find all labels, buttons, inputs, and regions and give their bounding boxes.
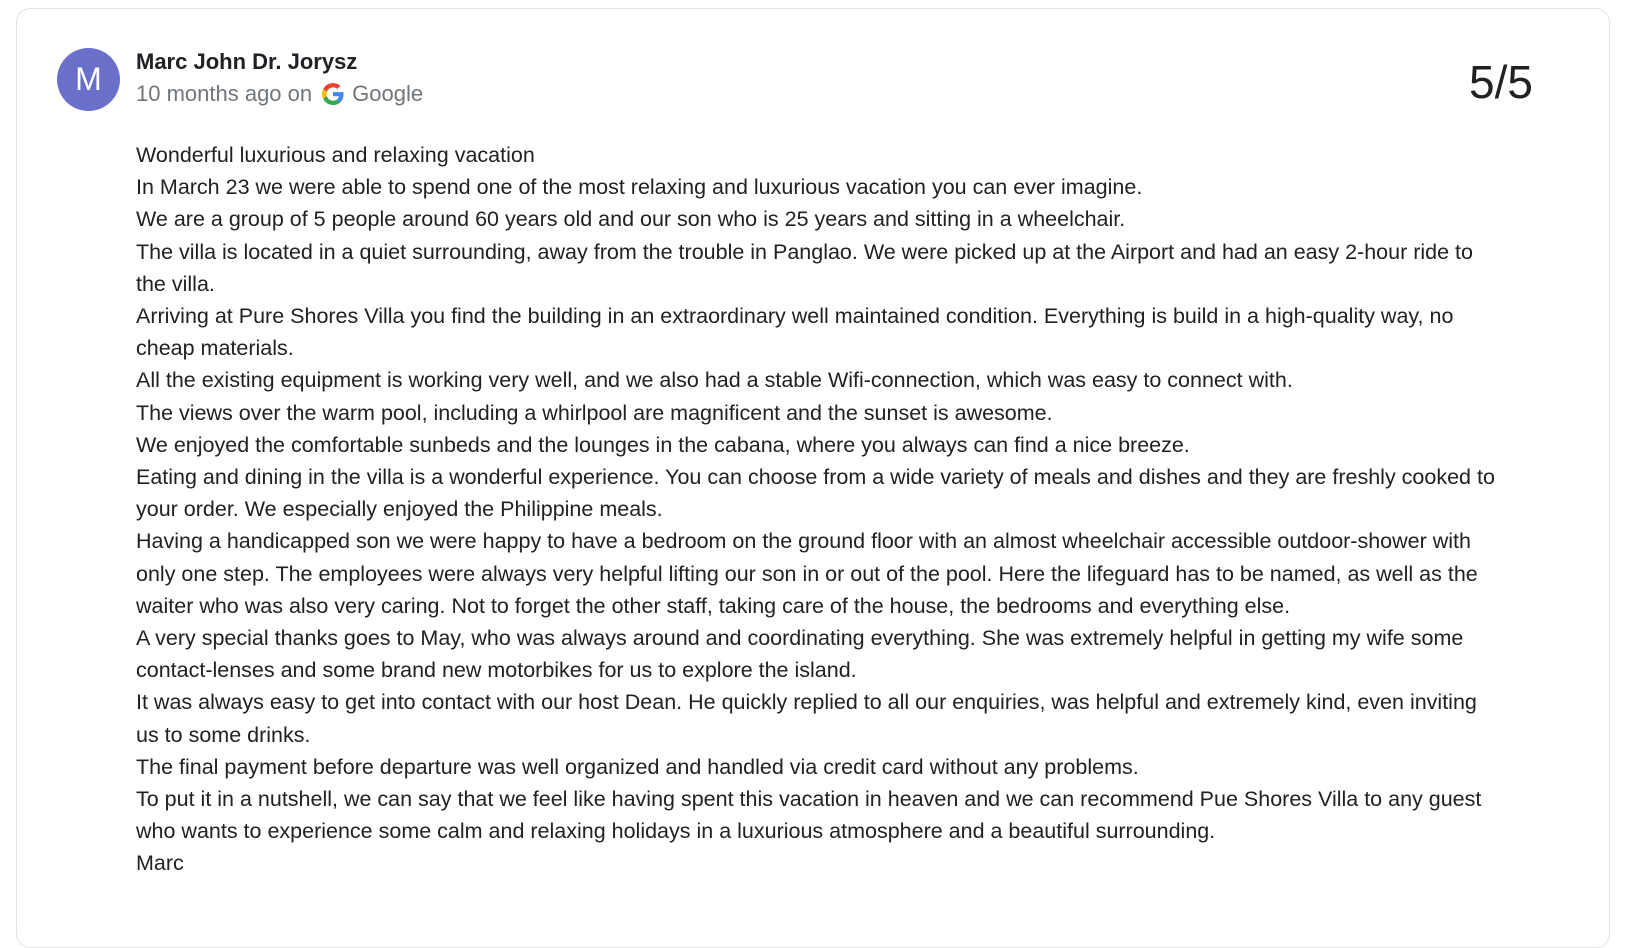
review-paragraph: To put it in a nutshell, we can say that we feel like having spent this vacation in heaven and we can recommend Pue Shores Villa to any guest who wants to experience some calm and relaxing holidays in a luxurious atmosphere and a beautiful surrounding. xyxy=(136,787,1482,844)
review-paragraph: The villa is located in a quiet surrounding, away from the trouble in Panglao. We were picked up at the Airport and had an easy 2-hour ride to the villa. xyxy=(136,239,1473,296)
review-paragraph: In March 23 we were able to spend one of the most relaxing and luxurious vacation you can ever imagine. xyxy=(136,175,1143,200)
review-meta xyxy=(136,81,423,107)
review-paragraph: Eating and dining in the villa is a wonderful experience. You can choose from a wide variety of meals and dishes and they are freshly cooked to your order. We especially enjoyed the Philippine meals. xyxy=(136,465,1495,522)
review-text xyxy=(136,139,1501,880)
author-name[interactable]: Marc John Dr. Jorysz xyxy=(136,49,358,74)
review-paragraph: All the existing equipment is working very well, and we also had a stable Wifi-connection, which was easy to connect with. xyxy=(136,368,1293,393)
review-paragraph: Having a handicapped son we were happy to have a bedroom on the ground floor with an almost wheelchair accessible outdoor-shower with only one step. The employees were always very helpful lifting our son in or out of the pool. Here the lifeguard has to be named, as well as the waiter who was also very caring. Not to forget the other staff, taking care of the house, the bedrooms and everything else. xyxy=(136,529,1478,618)
review-source: Google xyxy=(352,81,424,106)
review-paragraph: The final payment before departure was well organized and handled via credit card without any problems. xyxy=(136,754,1139,779)
review-paragraph: Arriving at Pure Shores Villa you find the building in an extraordinary well maintained condition. Everything is build in a high-quality way, no cheap materials. xyxy=(136,304,1454,361)
avatar[interactable]: M xyxy=(57,48,120,111)
review-paragraph: A very special thanks goes to May, who was always around and coordinating everything. She was extremely helpful in getting my wife some contact-lenses and some brand new motorbikes for us to explore the island. xyxy=(136,626,1464,683)
google-icon xyxy=(322,83,344,105)
review-signature: Marc xyxy=(136,851,184,876)
review-paragraph: It was always easy to get into contact with our host Dean. He quickly replied to all our enquiries, was helpful and extremely kind, even inviting us to some drinks. xyxy=(136,690,1477,747)
review-paragraph: We enjoyed the comfortable sunbeds and the lounges in the cabana, where you always can find a nice breeze. xyxy=(136,432,1190,457)
review-paragraph: The views over the warm pool, including a whirlpool are magnificent and the sunset is awesome. xyxy=(136,400,1053,425)
review-title: Wonderful luxurious and relaxing vacation xyxy=(136,143,535,167)
review-score: 5/5 xyxy=(1469,56,1533,108)
review-card xyxy=(16,8,1610,948)
review-time: 10 months ago on xyxy=(136,81,313,106)
review-paragraph: We are a group of 5 people around 60 years old and our son who is 25 years and sitting in a wheelchair. xyxy=(136,207,1126,232)
